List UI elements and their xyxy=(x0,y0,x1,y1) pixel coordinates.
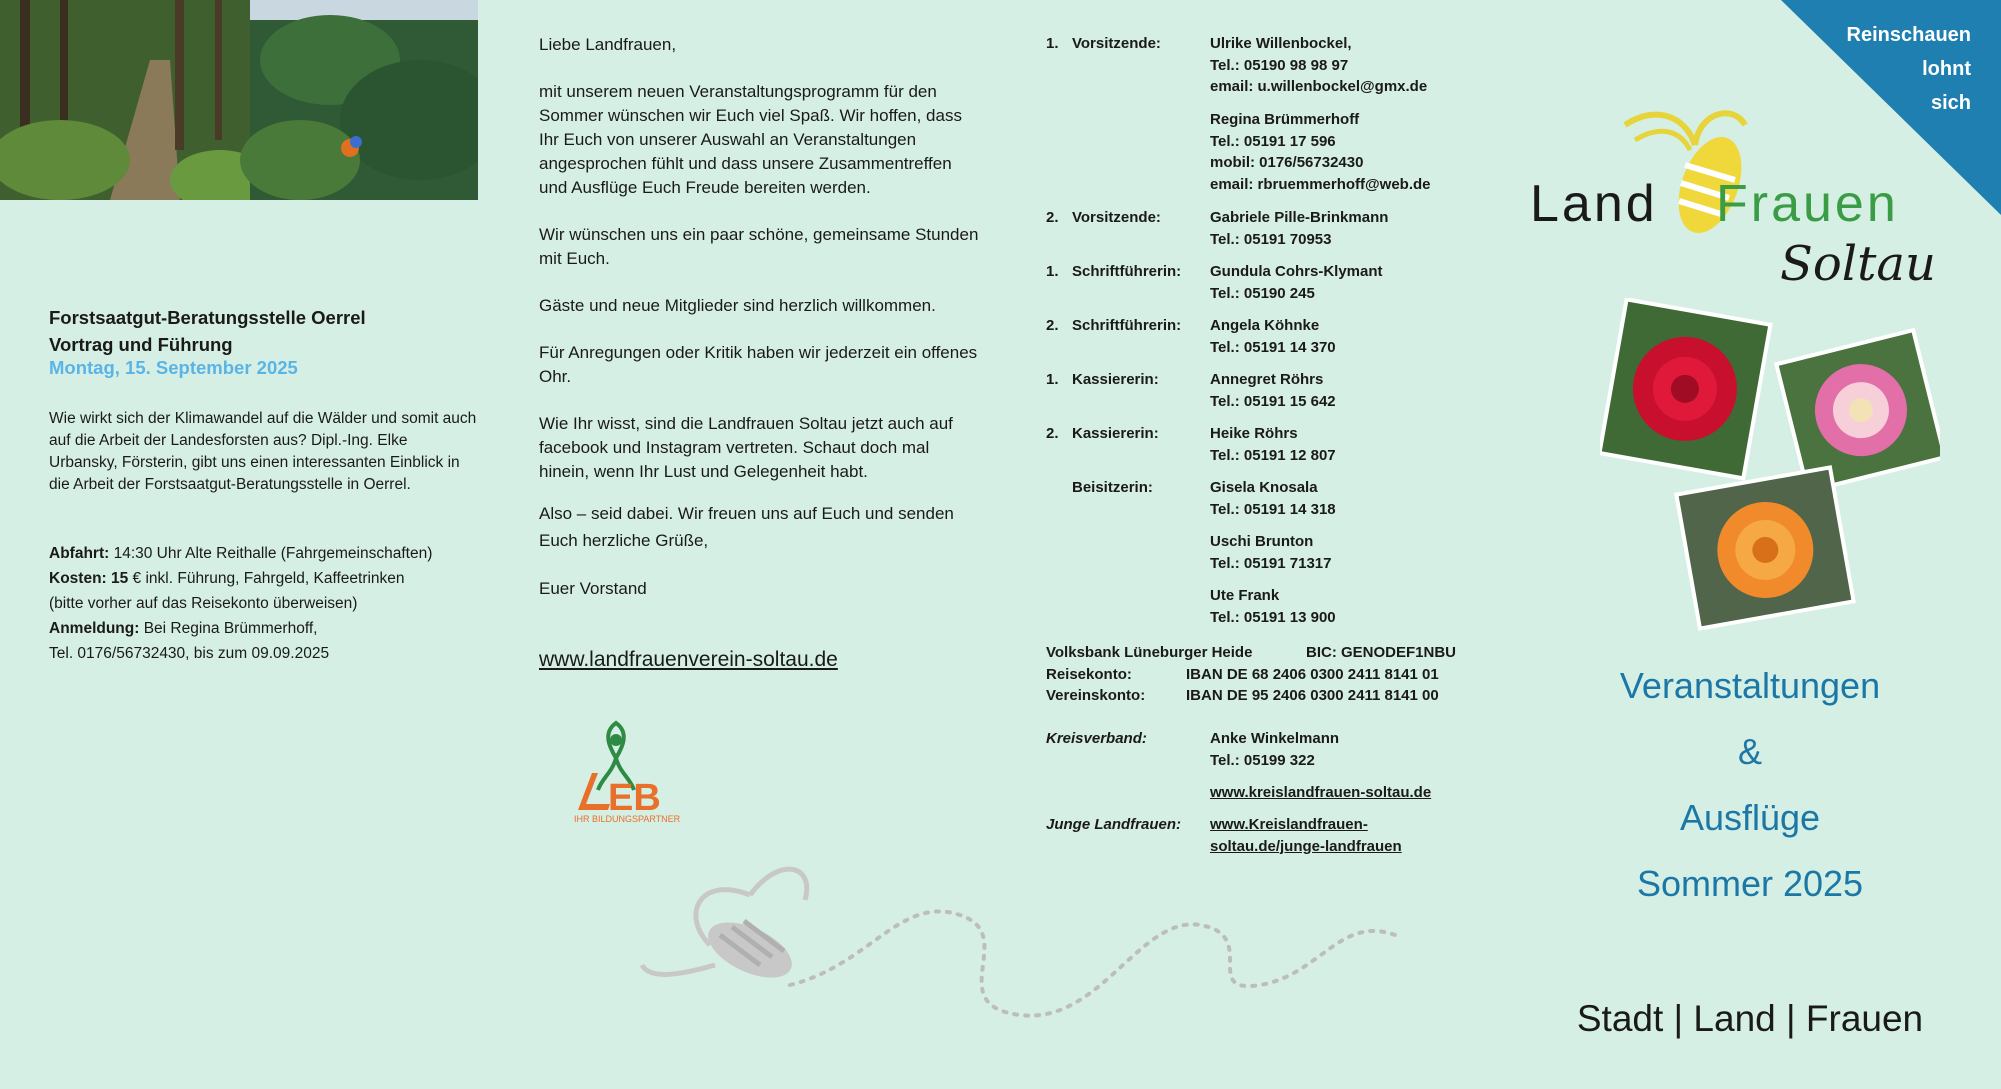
board-num: 1. xyxy=(1046,263,1059,280)
junge-link-line1[interactable]: www.Kreislandfrauen- xyxy=(1210,816,1368,833)
board-role: Schriftführerin: xyxy=(1072,317,1182,334)
letter-paragraph-2: Wir wünschen uns ein paar schöne, gemeinsame Stunden mit Euch. xyxy=(539,225,979,268)
reisekonto-label: Reisekonto: xyxy=(1046,665,1132,683)
letter-paragraph-4: Für Anregungen oder Kritik haben wir jederzeit ein offenes Ohr. xyxy=(539,343,978,386)
anmeldung-label: Anmeldung: xyxy=(49,620,140,637)
contact-tel: Tel.: 05191 12 807 xyxy=(1210,446,1336,464)
board-contact xyxy=(1210,531,1500,574)
contact-email: email: u.willenbockel@gmx.de xyxy=(1210,78,1428,95)
junge-landfrauen-link[interactable] xyxy=(1210,814,1490,857)
corner-line2: lohnt xyxy=(1922,58,1971,80)
board-role: Kassiererin: xyxy=(1072,425,1159,442)
kreisverband-name: Anke Winkelmann xyxy=(1210,730,1340,747)
leb-tagline: IHR BILDUNGSPARTNER xyxy=(574,814,681,824)
board-role: Kassiererin: xyxy=(1072,371,1159,388)
cover-title-line3: Ausflüge xyxy=(1679,797,1821,838)
cover-title-line1: Veranstaltungen xyxy=(1619,665,1881,706)
letter-paragraph-6: Also – seid dabei. Wir freuen uns auf Euch und senden Euch herzliche Grüße, xyxy=(539,504,954,550)
kreisverband-link[interactable]: www.kreislandfrauen-soltau.de xyxy=(1210,784,1432,801)
board-contact xyxy=(1210,207,1500,250)
contact-email: email: rbruemmerhoff@web.de xyxy=(1210,175,1431,193)
anmeldung-value: Bei Regina Brümmerhoff, xyxy=(139,620,318,637)
letter-greeting: Liebe Landfrauen, xyxy=(539,35,677,54)
contact-name: Annegret Röhrs xyxy=(1210,371,1324,388)
contact-tel: Tel.: 05190 245 xyxy=(1210,284,1315,302)
kreisverband-contact xyxy=(1210,728,1490,804)
corner-banner-text xyxy=(1821,18,1971,120)
cover-title-line4: Sommer 2025 xyxy=(1636,863,1864,904)
kosten-label: Kosten: 15 xyxy=(49,570,129,587)
vereinskonto-iban: IBAN DE 95 2406 0300 2411 8141 00 xyxy=(1186,687,1439,704)
event-title-line2: Vortrag und Führung xyxy=(49,334,233,355)
abfahrt-value: 14:30 Uhr Alte Reithalle (Fahrgemeinschaften) xyxy=(109,545,433,562)
leb-logo xyxy=(572,718,688,824)
contact-name: Regina Brümmerhoff xyxy=(1210,111,1360,128)
bank-name: Volksbank Lüneburger Heide xyxy=(1046,644,1253,661)
letter-closing: Euer Vorstand xyxy=(539,579,647,598)
logo-soltau-text: Soltau xyxy=(1780,236,1936,292)
junge-landfrauen-role: Junge Landfrauen: xyxy=(1046,816,1182,833)
logo-land-text: Land xyxy=(1530,175,1658,233)
cover-title-line2: & xyxy=(1737,731,1762,772)
vereinskonto-label: Vereinskonto: xyxy=(1046,687,1146,704)
board-contact xyxy=(1210,585,1500,628)
corner-line1: Reinschauen xyxy=(1846,24,1971,46)
kreisverband-role: Kreisverband: xyxy=(1046,730,1147,747)
board-role: Beisitzerin: xyxy=(1072,479,1153,496)
letter-paragraph-3: Gäste und neue Mitglieder sind herzlich willkommen. xyxy=(539,296,936,315)
corner-line3: sich xyxy=(1930,92,1971,114)
contact-tel: Tel.: 05191 14 370 xyxy=(1210,338,1336,356)
letter-paragraph-1: mit unserem neuen Veranstaltungsprogramm für den Sommer wünschen wir Euch viel Spaß. Wir hoffen, dass Ihr Euch von unserer Auswahl an Veranstaltungen angesprochen fühlt und dass unsere Zusammentreffen und Ausflüge Euch Freude bereiten werden. xyxy=(539,82,962,197)
welcome-letter xyxy=(539,33,979,624)
kreisverband-tel: Tel.: 05199 322 xyxy=(1210,751,1315,769)
board-contact xyxy=(1210,423,1500,466)
board-contact xyxy=(1210,33,1500,98)
board-num: 2. xyxy=(1046,317,1059,334)
contact-tel: Tel.: 05191 17 596 xyxy=(1210,132,1336,150)
contact-tel: Tel.: 05191 15 642 xyxy=(1210,392,1336,410)
event-details xyxy=(49,541,489,666)
board-num: 1. xyxy=(1046,35,1059,52)
board-contact xyxy=(1210,109,1500,195)
forest-photo xyxy=(0,0,478,200)
board-num: 1. xyxy=(1046,371,1059,388)
cover-tagline: Stadt | Land | Frauen xyxy=(1576,998,1924,1039)
contact-name: Uschi Brunton xyxy=(1210,533,1314,550)
bee-trail-decoration xyxy=(640,855,1400,1055)
contact-name: Heike Röhrs xyxy=(1210,425,1298,442)
contact-tel: Tel.: 05191 14 318 xyxy=(1210,500,1336,518)
contact-name: Gisela Knosala xyxy=(1210,479,1318,496)
board-role: Vorsitzende: xyxy=(1072,209,1161,226)
kosten-note: (bitte vorher auf das Reisekonto überweisen) xyxy=(49,595,358,612)
logo-frauen-text: Frauen xyxy=(1716,175,1899,233)
contact-tel: Tel.: 05191 71317 xyxy=(1210,554,1332,572)
event-description: Wie wirkt sich der Klimawandel auf die Wälder und somit auch auf die Arbeit der Landesforsten aus? Dipl.-Ing. Elke Urbansky, Försterin, gibt uns einen interessanten Einblick in die Arbeit der Forstsaatgut-Beratungsstelle in Oerrel. xyxy=(49,410,477,493)
board-contact xyxy=(1210,261,1500,304)
letter-paragraph-5: Wie Ihr wisst, sind die Landfrauen Soltau jetzt auch auf facebook und Instagram vertreten. Schaut doch mal hinein, wenn Ihr Lust und Gelegenheit habt. xyxy=(539,414,953,481)
contact-name: Gundula Cohrs-Klymant xyxy=(1210,263,1383,280)
website-link[interactable]: www.landfrauenverein-soltau.de xyxy=(539,648,838,671)
cover-title xyxy=(1560,653,1940,917)
contact-tel: Tel.: 05191 70953 xyxy=(1210,230,1332,248)
reisekonto-iban: IBAN DE 68 2406 0300 2411 8141 01 xyxy=(1186,665,1439,683)
bank-bic: BIC: GENODEF1NBU xyxy=(1306,644,1457,661)
contact-mobile: mobil: 0176/56732430 xyxy=(1210,154,1364,171)
anmeldung-tel: Tel. 0176/56732430, bis zum 09.09.2025 xyxy=(49,645,330,662)
contact-name: Gabriele Pille-Brinkmann xyxy=(1210,209,1389,226)
junge-link-line2[interactable]: soltau.de/junge-landfrauen xyxy=(1210,837,1402,855)
contact-tel: Tel.: 05190 98 98 97 xyxy=(1210,56,1349,74)
board-contact xyxy=(1210,369,1500,412)
contact-tel: Tel.: 05191 13 900 xyxy=(1210,608,1336,626)
roses-photo-collage xyxy=(1600,298,1940,643)
event-title xyxy=(49,304,469,358)
contact-name: Angela Köhnke xyxy=(1210,317,1320,334)
board-contact xyxy=(1210,315,1500,358)
board-role: Schriftführerin: xyxy=(1072,263,1182,280)
board-contact xyxy=(1210,477,1500,520)
board-role: Vorsitzende: xyxy=(1072,35,1161,52)
event-title-line1: Forstsaatgut-Beratungsstelle Oerrel xyxy=(49,307,366,328)
board-num: 2. xyxy=(1046,425,1059,442)
event-date: Montag, 15. September 2025 xyxy=(49,357,298,378)
kosten-value: € inkl. Führung, Fahrgeld, Kaffeetrinken xyxy=(128,570,405,587)
board-num: 2. xyxy=(1046,209,1059,226)
abfahrt-label: Abfahrt: xyxy=(49,545,110,562)
svg-text:EB: EB xyxy=(608,777,661,819)
contact-name: Ute Frank xyxy=(1210,587,1280,604)
contact-name: Ulrike Willenbockel, xyxy=(1210,35,1352,52)
